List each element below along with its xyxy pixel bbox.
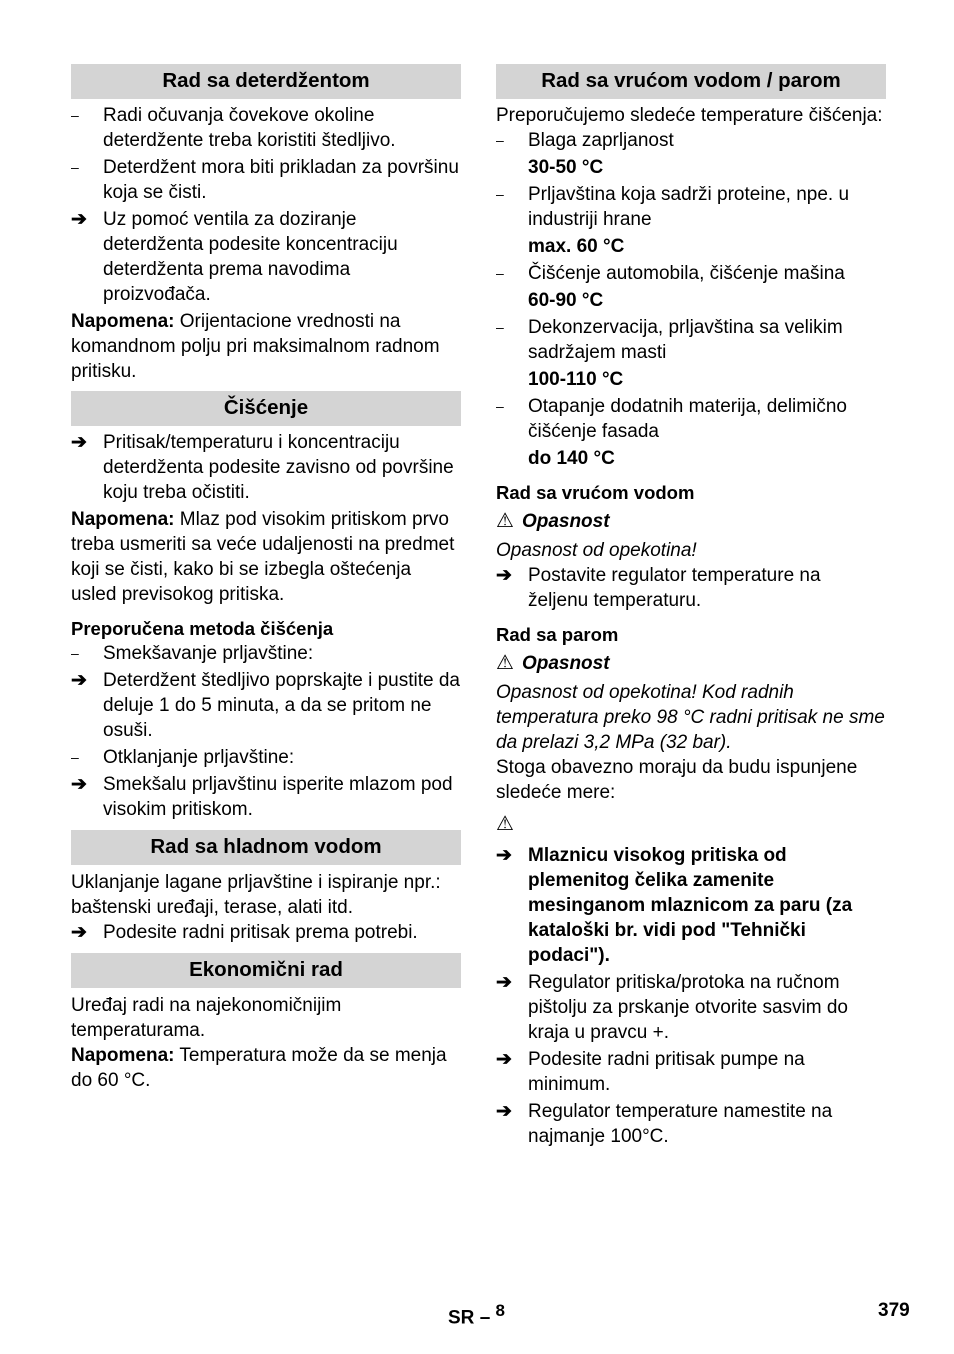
temp-item-text: Dekonzervacija, prljavština sa velikim sadržajem masti	[528, 317, 843, 363]
temp-item	[496, 128, 886, 153]
list-item	[71, 430, 461, 505]
section-heading-cold-water: Rad sa hladnom vodom	[71, 830, 461, 865]
arrow-icon: ➔	[71, 670, 87, 691]
left-column	[71, 64, 461, 1093]
danger-row	[496, 651, 886, 676]
dash-bullet: –	[71, 107, 79, 123]
page-number: 379	[878, 1300, 910, 1321]
temp-item-text: Prljavština koja sadrži proteine, npe. u industriji hrane	[528, 184, 850, 230]
subheading-hot-water: Rad sa vrućom vodom	[496, 482, 695, 503]
section-heading-eco: Ekonomični rad	[71, 953, 461, 988]
list-item	[496, 1099, 886, 1149]
arrow-icon: ➔	[496, 972, 512, 993]
dash-bullet: –	[496, 186, 504, 202]
arrow-icon: ➔	[496, 1101, 512, 1122]
note-text: Temperatura može da se menja do 60 °C.	[71, 1045, 447, 1091]
list-item	[71, 920, 461, 945]
temp-value: do 140 °C	[528, 448, 615, 469]
dash-bullet: –	[71, 645, 79, 661]
warning-row	[496, 809, 886, 839]
arrow-icon: ➔	[496, 565, 512, 586]
temp-item	[496, 182, 886, 232]
list-item	[496, 843, 886, 968]
note-paragraph	[71, 507, 461, 607]
list-item-text: Mlaznicu visokog pritiska od plemenitog čelika zamenite mesinganom mlaznicom za paru (za kataloški br. vidi pod "Tehnički podaci").	[528, 845, 853, 966]
temp-item-text: Otapanje dodatnih materija, delimično čišćenje fasada	[528, 396, 847, 442]
note-label: Napomena:	[71, 1045, 175, 1066]
list-item-text: Postavite regulator temperature na željenu temperaturu.	[528, 565, 821, 611]
dash-bullet: –	[496, 319, 504, 335]
note-paragraph	[71, 309, 461, 384]
list-item	[71, 668, 461, 743]
list-item-text: Regulator pritiska/protoka na ručnom pištolju za prskanje otvorite sasvim do kraja u pravcu +.	[528, 972, 848, 1043]
list-item-text: Smekšalu prljavštinu isperite mlazom pod visokim pritiskom.	[103, 774, 453, 820]
list-item	[71, 745, 461, 770]
temp-value: max. 60 °C	[528, 236, 625, 257]
section-heading-detergent: Rad sa deterdžentom	[71, 64, 461, 99]
temp-value: 30-50 °C	[528, 157, 604, 178]
temp-item	[496, 261, 886, 286]
list-item	[496, 563, 886, 613]
temp-value: 60-90 °C	[528, 290, 604, 311]
subheading-method: Preporučena metoda čišćenja	[71, 618, 334, 639]
note-label: Napomena:	[71, 509, 175, 530]
dash-bullet: –	[496, 398, 504, 414]
note-text: Mlaz pod visokim pritiskom prvo treba usmeriti sa veće udaljenosti na predmet koji se čisti, kako bi se izbegla oštećenja usled previsokog pritiska.	[71, 509, 455, 605]
note-label: Napomena:	[71, 311, 175, 332]
list-item-text: Otklanjanje prljavštine:	[103, 747, 295, 768]
arrow-icon: ➔	[71, 922, 87, 943]
arrow-icon: ➔	[71, 432, 87, 453]
footer-dash: –	[479, 1307, 491, 1329]
note-paragraph	[71, 1043, 461, 1093]
list-item	[71, 772, 461, 822]
arrow-icon: ➔	[496, 1049, 512, 1070]
list-item-text: Radi očuvanja čovekove okoline deterdžente treba koristiti štedljivo.	[103, 105, 396, 151]
warning-triangle-icon: ⚠	[496, 510, 514, 532]
warning-triangle-icon: ⚠	[496, 812, 514, 835]
list-item	[71, 207, 461, 307]
danger-label: Opasnost	[521, 653, 610, 674]
dash-bullet: –	[496, 265, 504, 281]
list-item-text: Podesite radni pritisak pumpe na minimum.	[528, 1049, 805, 1095]
temp-item	[496, 394, 886, 444]
list-item-text: Deterdžent mora biti prikladan za površinu koja se čisti.	[103, 157, 459, 203]
arrow-icon: ➔	[71, 774, 87, 795]
dash-bullet: –	[496, 132, 504, 148]
hot-intro: Preporučujemo sledeće temperature čišćenja:	[496, 105, 883, 126]
list-item-text: Deterdžent štedljivo poprskajte i pustite da deluje 1 do 5 minuta, a da se pritom ne osuši.	[103, 670, 460, 741]
list-item	[71, 155, 461, 205]
danger-text: Opasnost od opekotina!	[496, 540, 697, 561]
temp-value: 100-110 °C	[528, 369, 624, 390]
dash-bullet: –	[71, 749, 79, 765]
note-text: Orijentacione vrednosti na komandnom polju pri maksimalnom radnom pritisku.	[71, 311, 440, 382]
warning-triangle-icon: ⚠	[496, 652, 514, 674]
list-item-text: Pritisak/temperaturu i koncentraciju deterdženta podesite zavisno od površine koju treba očistiti.	[103, 432, 454, 503]
list-item-text: Uz pomoć ventila za doziranje deterdženta podesite koncentraciju deterdženta prema navodima proizvođača.	[103, 209, 398, 305]
list-item-text: Smekšavanje prljavštine:	[103, 643, 314, 664]
subheading-steam: Rad sa parom	[496, 624, 619, 645]
dash-bullet: –	[71, 159, 79, 175]
footer-local-page: 8	[495, 1301, 506, 1320]
footer-language: SR	[448, 1307, 475, 1329]
section-heading-hot-water-steam: Rad sa vrućom vodom / parom	[496, 64, 886, 99]
right-column	[496, 64, 886, 1149]
arrow-icon: ➔	[71, 209, 87, 230]
list-item	[71, 103, 461, 153]
danger-row	[496, 509, 886, 534]
temp-item	[496, 315, 886, 365]
arrow-icon: ➔	[496, 845, 512, 866]
danger-label: Opasnost	[521, 511, 610, 532]
danger-text: Opasnost od opekotina! Kod radnih temperatura preko 98 °C radni pritisak ne sme da prelazi 3,2 MPa (32 bar).	[496, 682, 885, 753]
list-item	[71, 641, 461, 666]
list-item-text: Podesite radni pritisak prema potrebi.	[103, 922, 418, 943]
list-item-text: Regulator temperature namestite na najmanje 100°C.	[528, 1101, 833, 1147]
steam-text: Stoga obavezno moraju da budu ispunjene sledeće mere:	[496, 757, 858, 803]
footer-language-page	[448, 1298, 505, 1330]
section-heading-cleaning: Čišćenje	[71, 391, 461, 426]
eco-text: Uređaj radi na najekonomičnijim temperaturama.	[71, 995, 342, 1041]
temp-item-text: Blaga zaprljanost	[528, 130, 674, 151]
list-item	[496, 1047, 886, 1097]
temp-item-text: Čišćenje automobila, čišćenje mašina	[528, 263, 845, 284]
list-item	[496, 970, 886, 1045]
cold-water-text: Uklanjanje lagane prljavštine i ispiranje npr.: baštenski uređaji, terase, alati itd.	[71, 872, 441, 918]
